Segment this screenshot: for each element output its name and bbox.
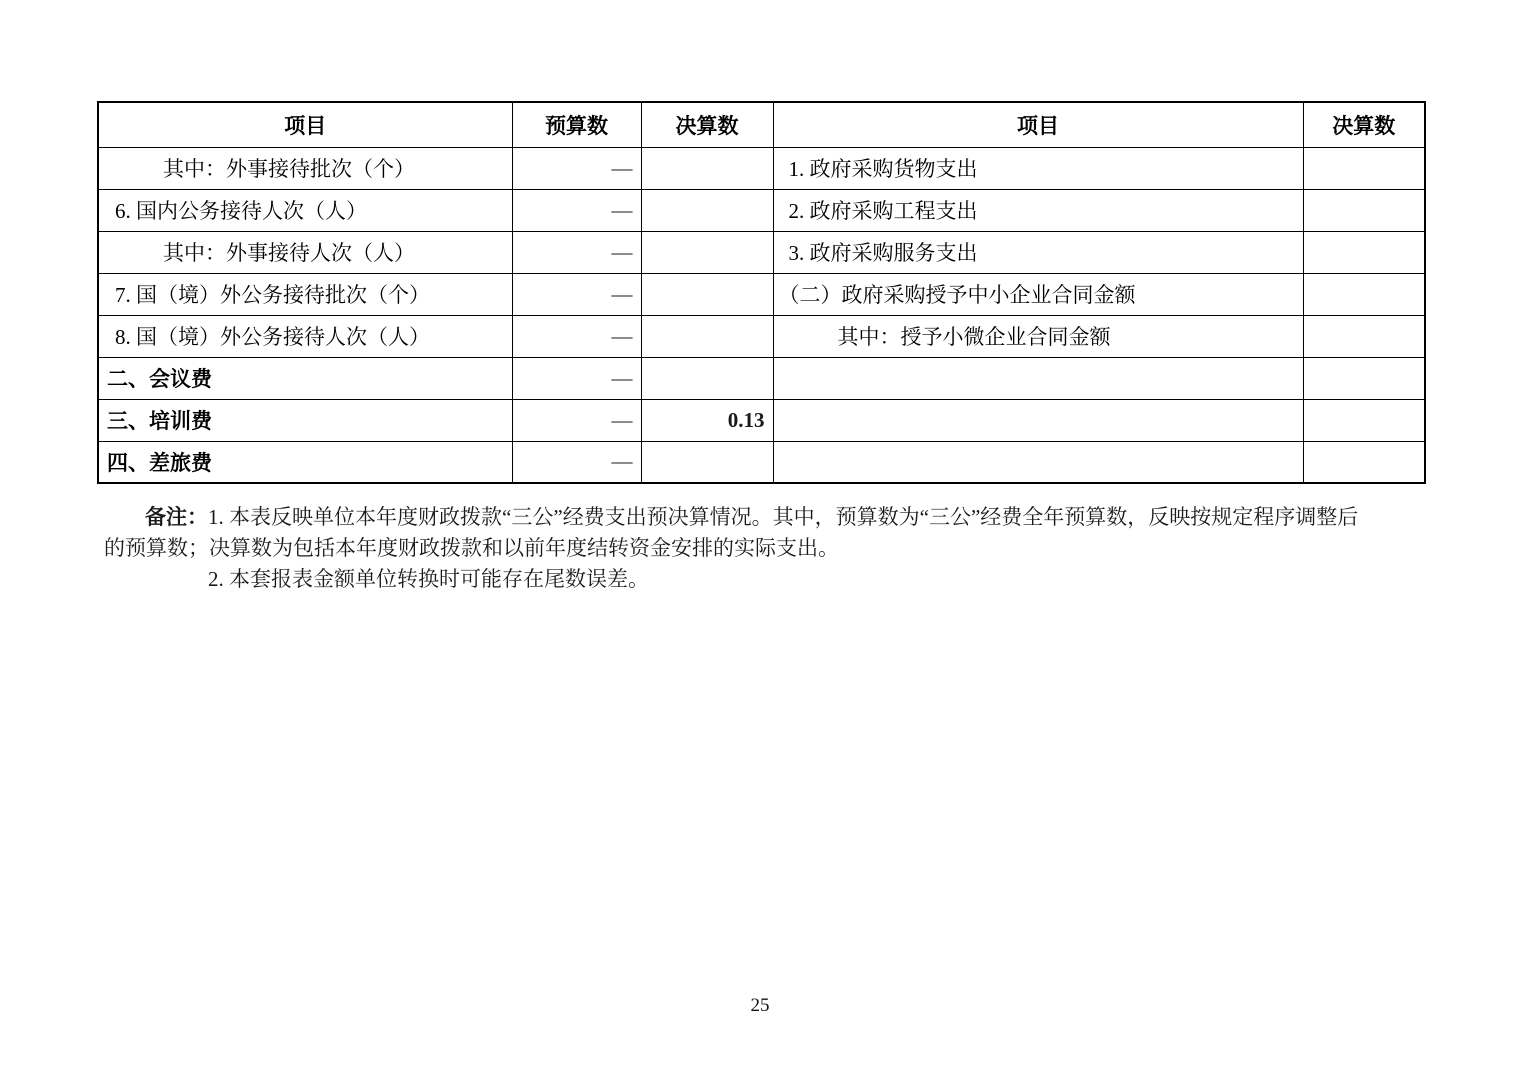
final-value-right bbox=[1303, 147, 1425, 189]
final-value-left bbox=[641, 231, 773, 273]
note-line-1-text: 1. 本表反映单位本年度财政拨款“三公”经费支出预决算情况。其中，预算数为“三公”经费全年预算数，反映按规定程序调整后 bbox=[208, 505, 1359, 529]
final-value-left bbox=[641, 189, 773, 231]
item-label-right: 3. 政府采购服务支出 bbox=[773, 231, 1303, 273]
item-label-left: 三、培训费 bbox=[98, 399, 512, 441]
budget-value: — bbox=[512, 231, 641, 273]
item-label-left: 四、差旅费 bbox=[98, 441, 512, 483]
item-label-right: 2. 政府采购工程支出 bbox=[773, 189, 1303, 231]
header-item-left: 项目 bbox=[98, 102, 512, 147]
final-value-left bbox=[641, 441, 773, 483]
table-header-row bbox=[98, 102, 1425, 147]
final-value-right bbox=[1303, 189, 1425, 231]
note-line-2: 的预算数；决算数为包括本年度财政拨款和以前年度结转资金安排的实际支出。 bbox=[104, 536, 839, 560]
table-row bbox=[98, 189, 1425, 231]
notes-block bbox=[104, 502, 1434, 595]
header-final-left: 决算数 bbox=[641, 102, 773, 147]
final-value-right bbox=[1303, 231, 1425, 273]
three-public-expense-table bbox=[97, 101, 1426, 484]
item-label-left: 7. 国（境）外公务接待批次（个） bbox=[98, 273, 512, 315]
table-row bbox=[98, 441, 1425, 483]
budget-value: — bbox=[512, 189, 641, 231]
final-value-right bbox=[1303, 441, 1425, 483]
item-label-left: 8. 国（境）外公务接待人次（人） bbox=[98, 315, 512, 357]
item-label-left: 6. 国内公务接待人次（人） bbox=[98, 189, 512, 231]
table-row bbox=[98, 231, 1425, 273]
final-value-right bbox=[1303, 315, 1425, 357]
header-item-right: 项目 bbox=[773, 102, 1303, 147]
table-row bbox=[98, 357, 1425, 399]
table-row bbox=[98, 273, 1425, 315]
budget-value: — bbox=[512, 399, 641, 441]
final-value-left bbox=[641, 357, 773, 399]
table-row bbox=[98, 147, 1425, 189]
note-line-3: 2. 本套报表金额单位转换时可能存在尾数误差。 bbox=[208, 567, 649, 591]
final-value-left bbox=[641, 147, 773, 189]
final-value-left bbox=[641, 315, 773, 357]
budget-value: — bbox=[512, 441, 641, 483]
budget-value: — bbox=[512, 357, 641, 399]
header-budget: 预算数 bbox=[512, 102, 641, 147]
budget-value: — bbox=[512, 315, 641, 357]
item-label-left: 二、会议费 bbox=[98, 357, 512, 399]
item-label-right: 1. 政府采购货物支出 bbox=[773, 147, 1303, 189]
final-value-left bbox=[641, 273, 773, 315]
budget-value: — bbox=[512, 273, 641, 315]
final-value-right bbox=[1303, 273, 1425, 315]
item-label-left: 其中：外事接待批次（个） bbox=[98, 147, 512, 189]
page-number: 25 bbox=[750, 995, 770, 1016]
final-value-left: 0.13 bbox=[641, 399, 773, 441]
header-final-right: 决算数 bbox=[1303, 102, 1425, 147]
note-line-1 bbox=[104, 502, 1434, 533]
item-label-left: 其中：外事接待人次（人） bbox=[98, 231, 512, 273]
table-row bbox=[98, 315, 1425, 357]
note-label: 备注： bbox=[145, 505, 208, 529]
final-value-right bbox=[1303, 357, 1425, 399]
item-label-right bbox=[773, 357, 1303, 399]
item-label-right bbox=[773, 441, 1303, 483]
table-row bbox=[98, 399, 1425, 441]
budget-value: — bbox=[512, 147, 641, 189]
item-label-right: （二）政府采购授予中小企业合同金额 bbox=[773, 273, 1303, 315]
item-label-right bbox=[773, 399, 1303, 441]
final-value-right bbox=[1303, 399, 1425, 441]
item-label-right: 其中：授予小微企业合同金额 bbox=[773, 315, 1303, 357]
